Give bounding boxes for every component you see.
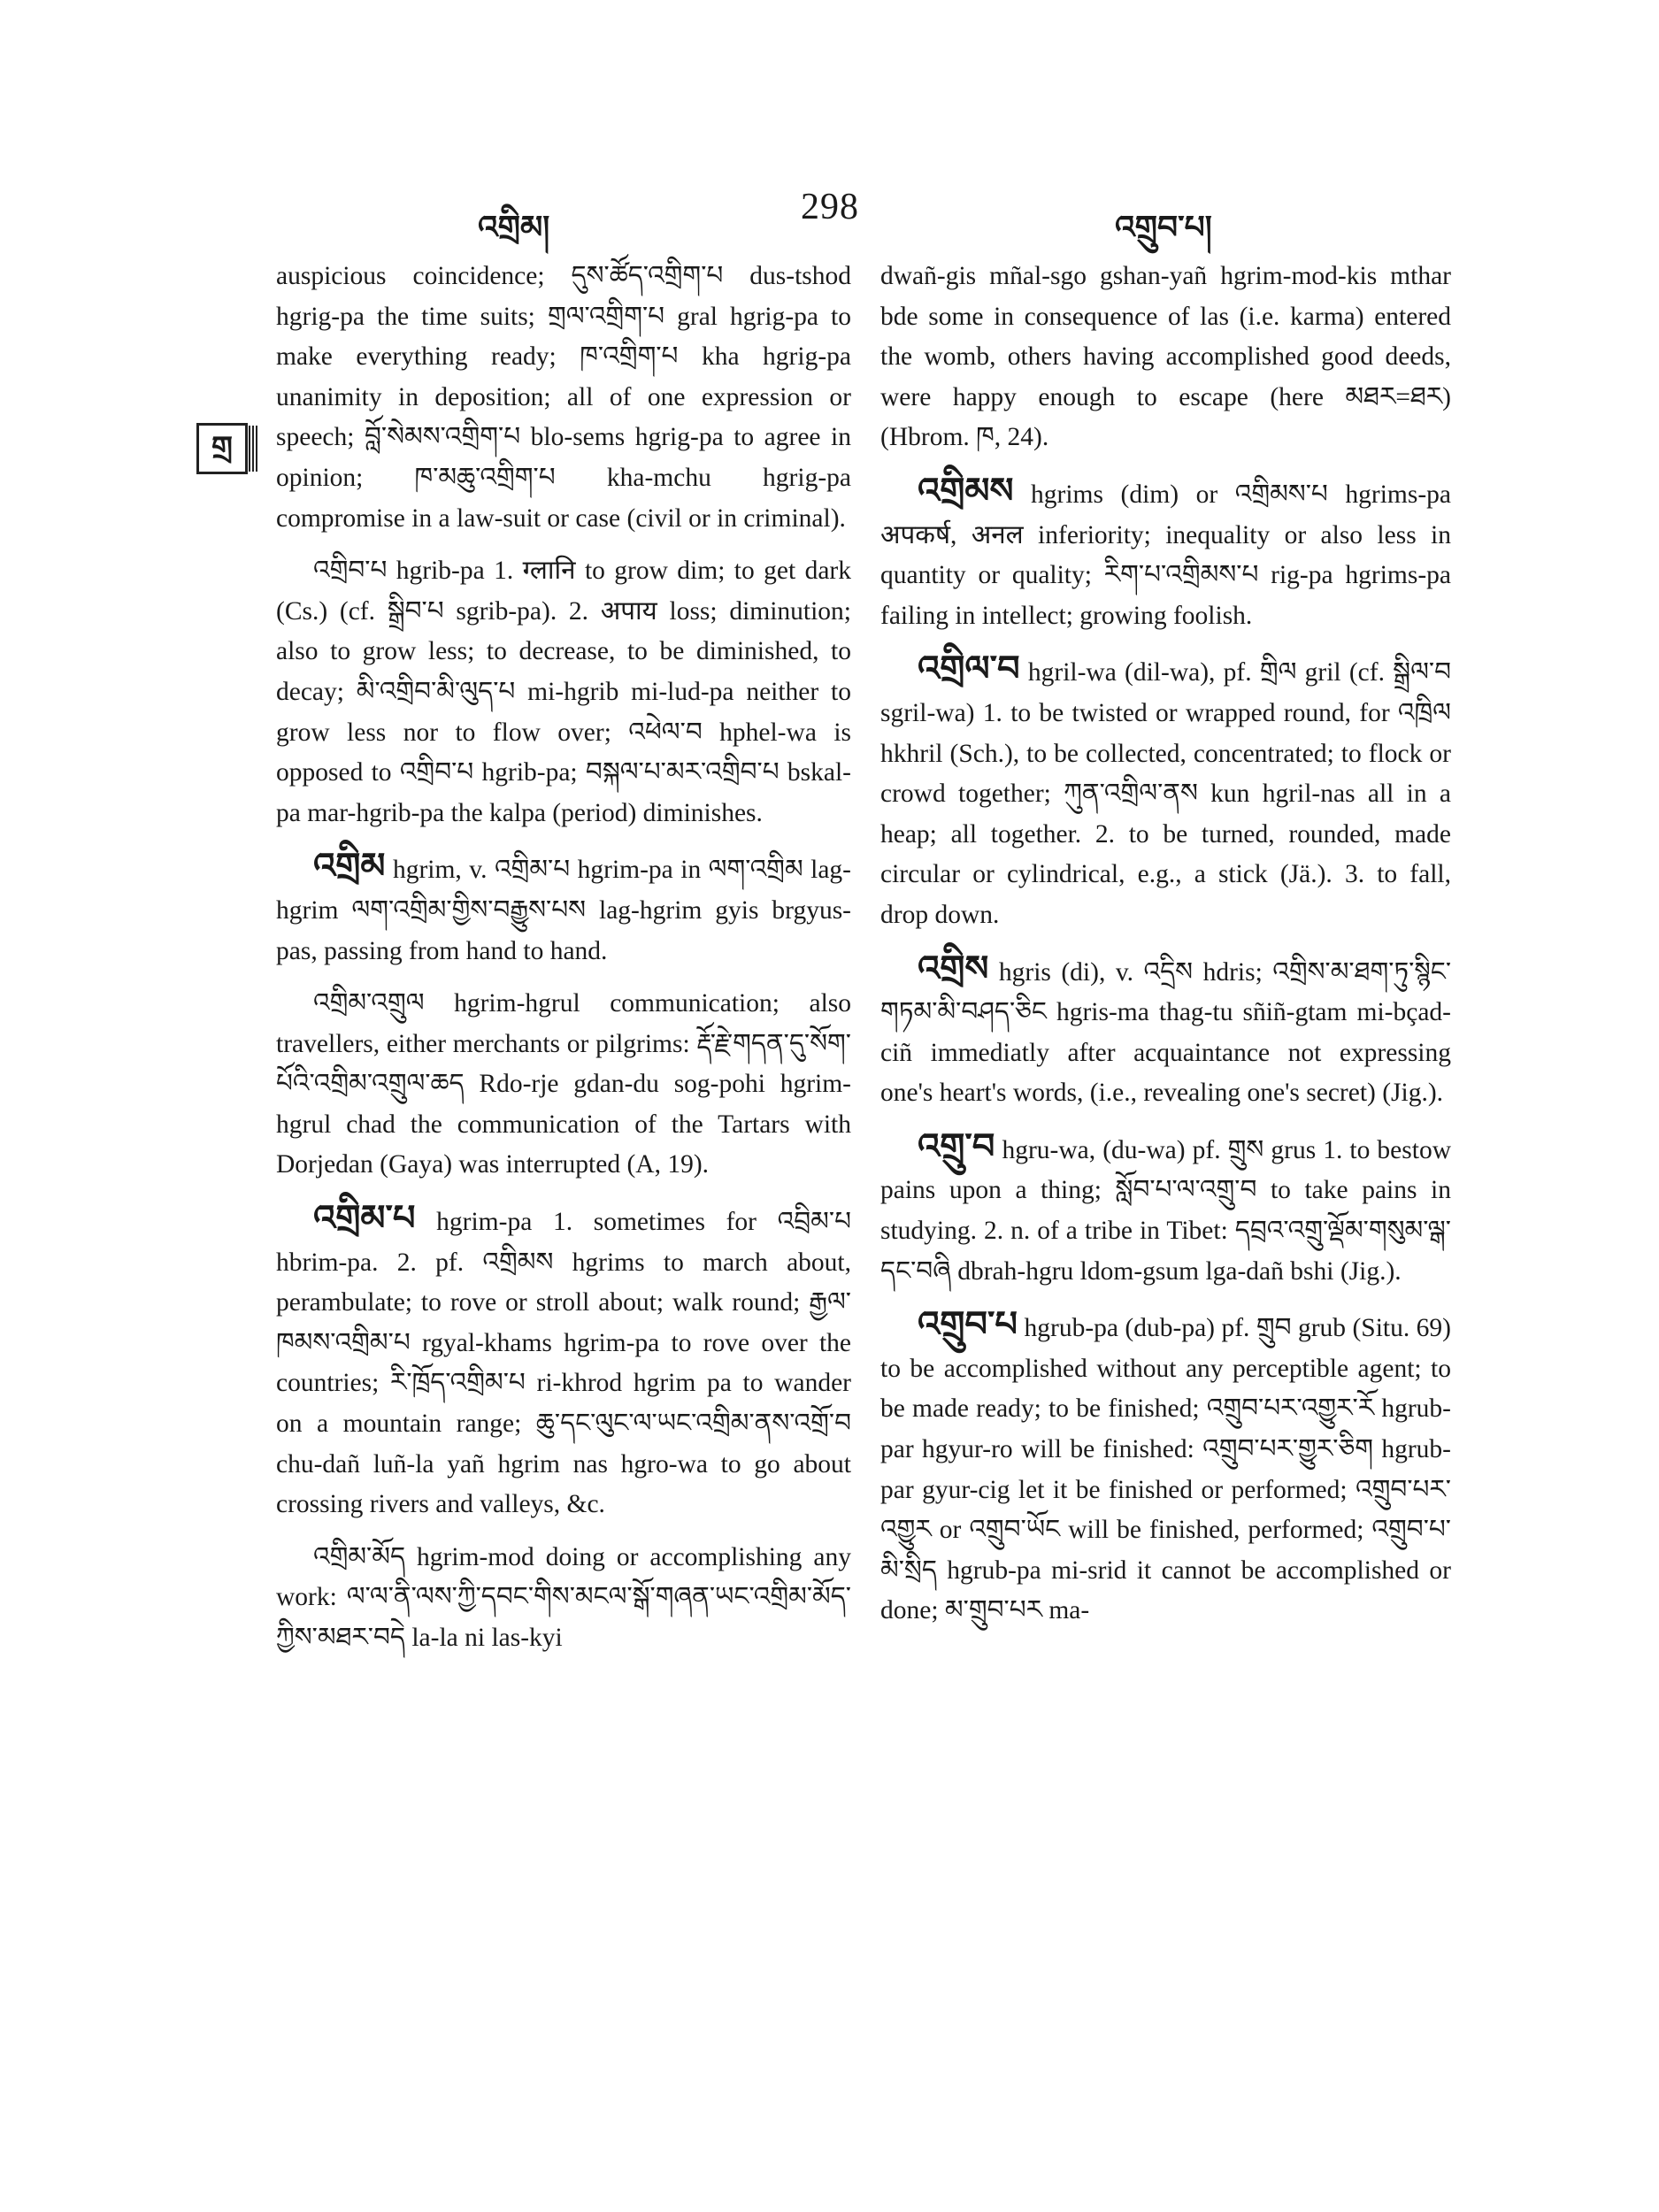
dictionary-entry	[276, 551, 851, 833]
entry-text: hgris (di), v. འདྲིས hdris; འགྲིས་མ་ཐག་ཏུ་སྙིང་གཏམ་མི་བཤད་ཅིང hgris-ma thag-tu sñiñ-gtam mi-bçad-ciñ immediatly after acquaintance not expressing one's heart's words, (i.e., revealing one's secret) (Jig.).	[880, 957, 1452, 1108]
entry-headword: འགྲུ་བ	[918, 1125, 995, 1166]
dictionary-entry	[276, 257, 851, 539]
dictionary-entry	[276, 984, 851, 1186]
dictionary-entry	[880, 949, 1451, 1114]
dictionary-entry	[276, 1538, 851, 1659]
dictionary-entry	[276, 846, 851, 972]
page-number: 298	[801, 187, 859, 227]
entry-text: dwañ-gis mñal-sgo gshan-yañ hgrim-mod-kis mthar bde some in consequence of las (i.e. karma) entered the womb, others having accomplished good deeds, were happy enough to escape (here མཐར=ཐར) (Hbrom. ཁ, 24).	[880, 262, 1451, 452]
dictionary-entry	[880, 649, 1451, 935]
dictionary-entry	[880, 471, 1451, 636]
entry-headword: འགྲིམ	[313, 846, 386, 887]
dictionary-entry	[276, 1198, 851, 1525]
entry-headword: འགྲིས	[918, 948, 989, 988]
page-header	[0, 186, 1659, 245]
entry-text: hgrim-pa 1. sometimes for འབྲིམ་པ hbrim-pa. 2. pf. འགྲིམས hgrims to march about, perambulate; to rove or stroll about; walk round; རྒྱལ་ཁམས་འགྲིམ་པ rgyal-khams hgrim-pa to rove over the countries; རི་ཁྲོད་འགྲིམ་པ ri-khrod hgrim pa to wander on a mountain range; ཆུ་དང་ལུང་ལ་ཡང་འགྲིམ་ནས་འགྲོ་བ chu-dañ luñ-la yañ hgrim nas hgro-wa to go about crossing rivers and valleys, &c.	[276, 1208, 851, 1519]
dictionary-entry	[880, 1304, 1451, 1632]
entry-text: hgril-wa (dil-wa), pf. གྲིལ gril (cf. སྒྲིལ་བ sgril-wa) 1. to be twisted or wrapped round, for འཁྲིལ hkhril (Sch.), to be collected, concentrated; to flock or crowd together; ཀུན་འགྲིལ་ནས kun hgril-nas all in a heap; all together. 2. to be turned, rounded, made circular or cylindrical, e.g., a stick (Jä.). 3. to fall, drop down.	[880, 658, 1452, 929]
entry-headword: འགྲིམས	[918, 470, 1014, 511]
thumb-index-tab: གྲ	[196, 423, 248, 474]
entry-text: འགྲིམ་འགྲུལ hgrim-hgrul communication; also travellers, either merchants or pilgrims: རྡོ་རྗེ་གདན་དུ་སོག་པོའི་འགྲིམ་འགྲུལ་ཆད Rdo-rje gdan-du sog-pohi hgrim-hgrul chad the communication of the Tartars with Dorjedan (Gaya) was interrupted (A, 19).	[276, 989, 851, 1179]
running-headword-right: འགྲུབ་པ།	[1115, 210, 1212, 245]
entry-text: hgrims (dim) or འགྲིམས་པ hgrims-pa अपकर्ष, अनल inferiority; inequality or also less in quantity or quality; རིག་པ་འགྲིམས་པ rig-pa hgrims-pa failing in intellect; growing foolish.	[880, 480, 1451, 630]
right-column	[880, 257, 1451, 1644]
entry-text: hgru-wa, (du-wa) pf. གྲུས grus 1. to bestow pains upon a thing; སློབ་པ་ལ་འགྲུ་བ to take pains in studying. 2. n. of a tribe in Tibet: དབྲའ་འགྲུ་ལྡོམ་གསུམ་ལྒ་དང་བཞི dbrah-hgru ldom-gsum lga-dañ bshi (Jig.).	[880, 1135, 1451, 1286]
entry-text: འགྲིམ་མོད hgrim-mod doing or accomplishing any work: ལ་ལ་ནི་ལས་ཀྱི་དབང་གིས་མངལ་སྒོ་གཞན་ཡང་འགྲིམ་མོད་ཀྱིས་མཐར་བདེ la-la ni las-kyi	[276, 1542, 851, 1652]
dictionary-entry	[880, 1126, 1451, 1292]
entry-headword: འགྲིམ་པ	[313, 1198, 416, 1239]
entry-text: auspicious coincidence; དུས་ཚོད་འགྲིག་པ dus-tshod hgrig-pa the time suits; གྲལ་འགྲིག་པ gral hgrig-pa to make everything ready; ཁ་འགྲིག་པ kha hgrig-pa unanimity in deposition; all of one expression or speech; བློ་སེམས་འགྲིག་པ blo-sems hgrig-pa to agree in opinion; ཁ་མཆུ་འགྲིག་པ kha-mchu hgrig-pa compromise in a law-suit or case (civil or in criminal).	[276, 262, 851, 533]
running-headword-left: འགྲིམ།	[478, 210, 550, 245]
entry-headword: འགྲིལ་བ	[918, 649, 1020, 689]
dictionary-entry	[880, 257, 1451, 458]
entry-text: hgrim, v. འགྲིམ་པ hgrim-pa in ལག་འགྲིམ lag-hgrim ལག་འགྲིམ་གྱིས་བརྒྱུས་པས lag-hgrim gyis brgyus-pas, passing from hand to hand.	[276, 856, 851, 965]
entry-text: འགྲིབ་པ hgrib-pa 1. ग्लानि to grow dim; to get dark (Cs.) (cf. སྒྲིབ་པ sgrib-pa). 2. अपाय loss; diminution; also to grow less; to decrease, to be diminished, to decay; མི་འགྲིབ་མི་ལུད་པ mi-hgrib mi-lud-pa neither to grow less nor to flow over; འཕེལ་བ hphel-wa is opposed to འགྲིབ་པ hgrib-pa; བསྐལ་པ་མར་འགྲིབ་པ bskal-pa mar-hgrib-pa the kalpa (period) diminishes.	[276, 557, 851, 827]
entry-headword: འགྲུབ་པ	[918, 1304, 1018, 1345]
entry-text: hgrub-pa (dub-pa) pf. གྲུབ grub (Situ. 69) to be accomplished without any perceptible agent; to be made ready; to be finished; འགྲུབ་པར་འགྱུར་རོ hgrub-par hgyur-ro will be finished: འགྲུབ་པར་གྱུར་ཅིག hgrub-par gyur-cig let it be finished or performed; འགྲུབ་པར་འགྱུར or འགྲུབ་ཡོང will be finished, performed; འགྲུབ་པ་མི་སྲིད hgrub-pa mi-srid it cannot be accomplished or done; མ་གྲུབ་པར ma-	[880, 1314, 1452, 1625]
left-column	[276, 257, 851, 1671]
